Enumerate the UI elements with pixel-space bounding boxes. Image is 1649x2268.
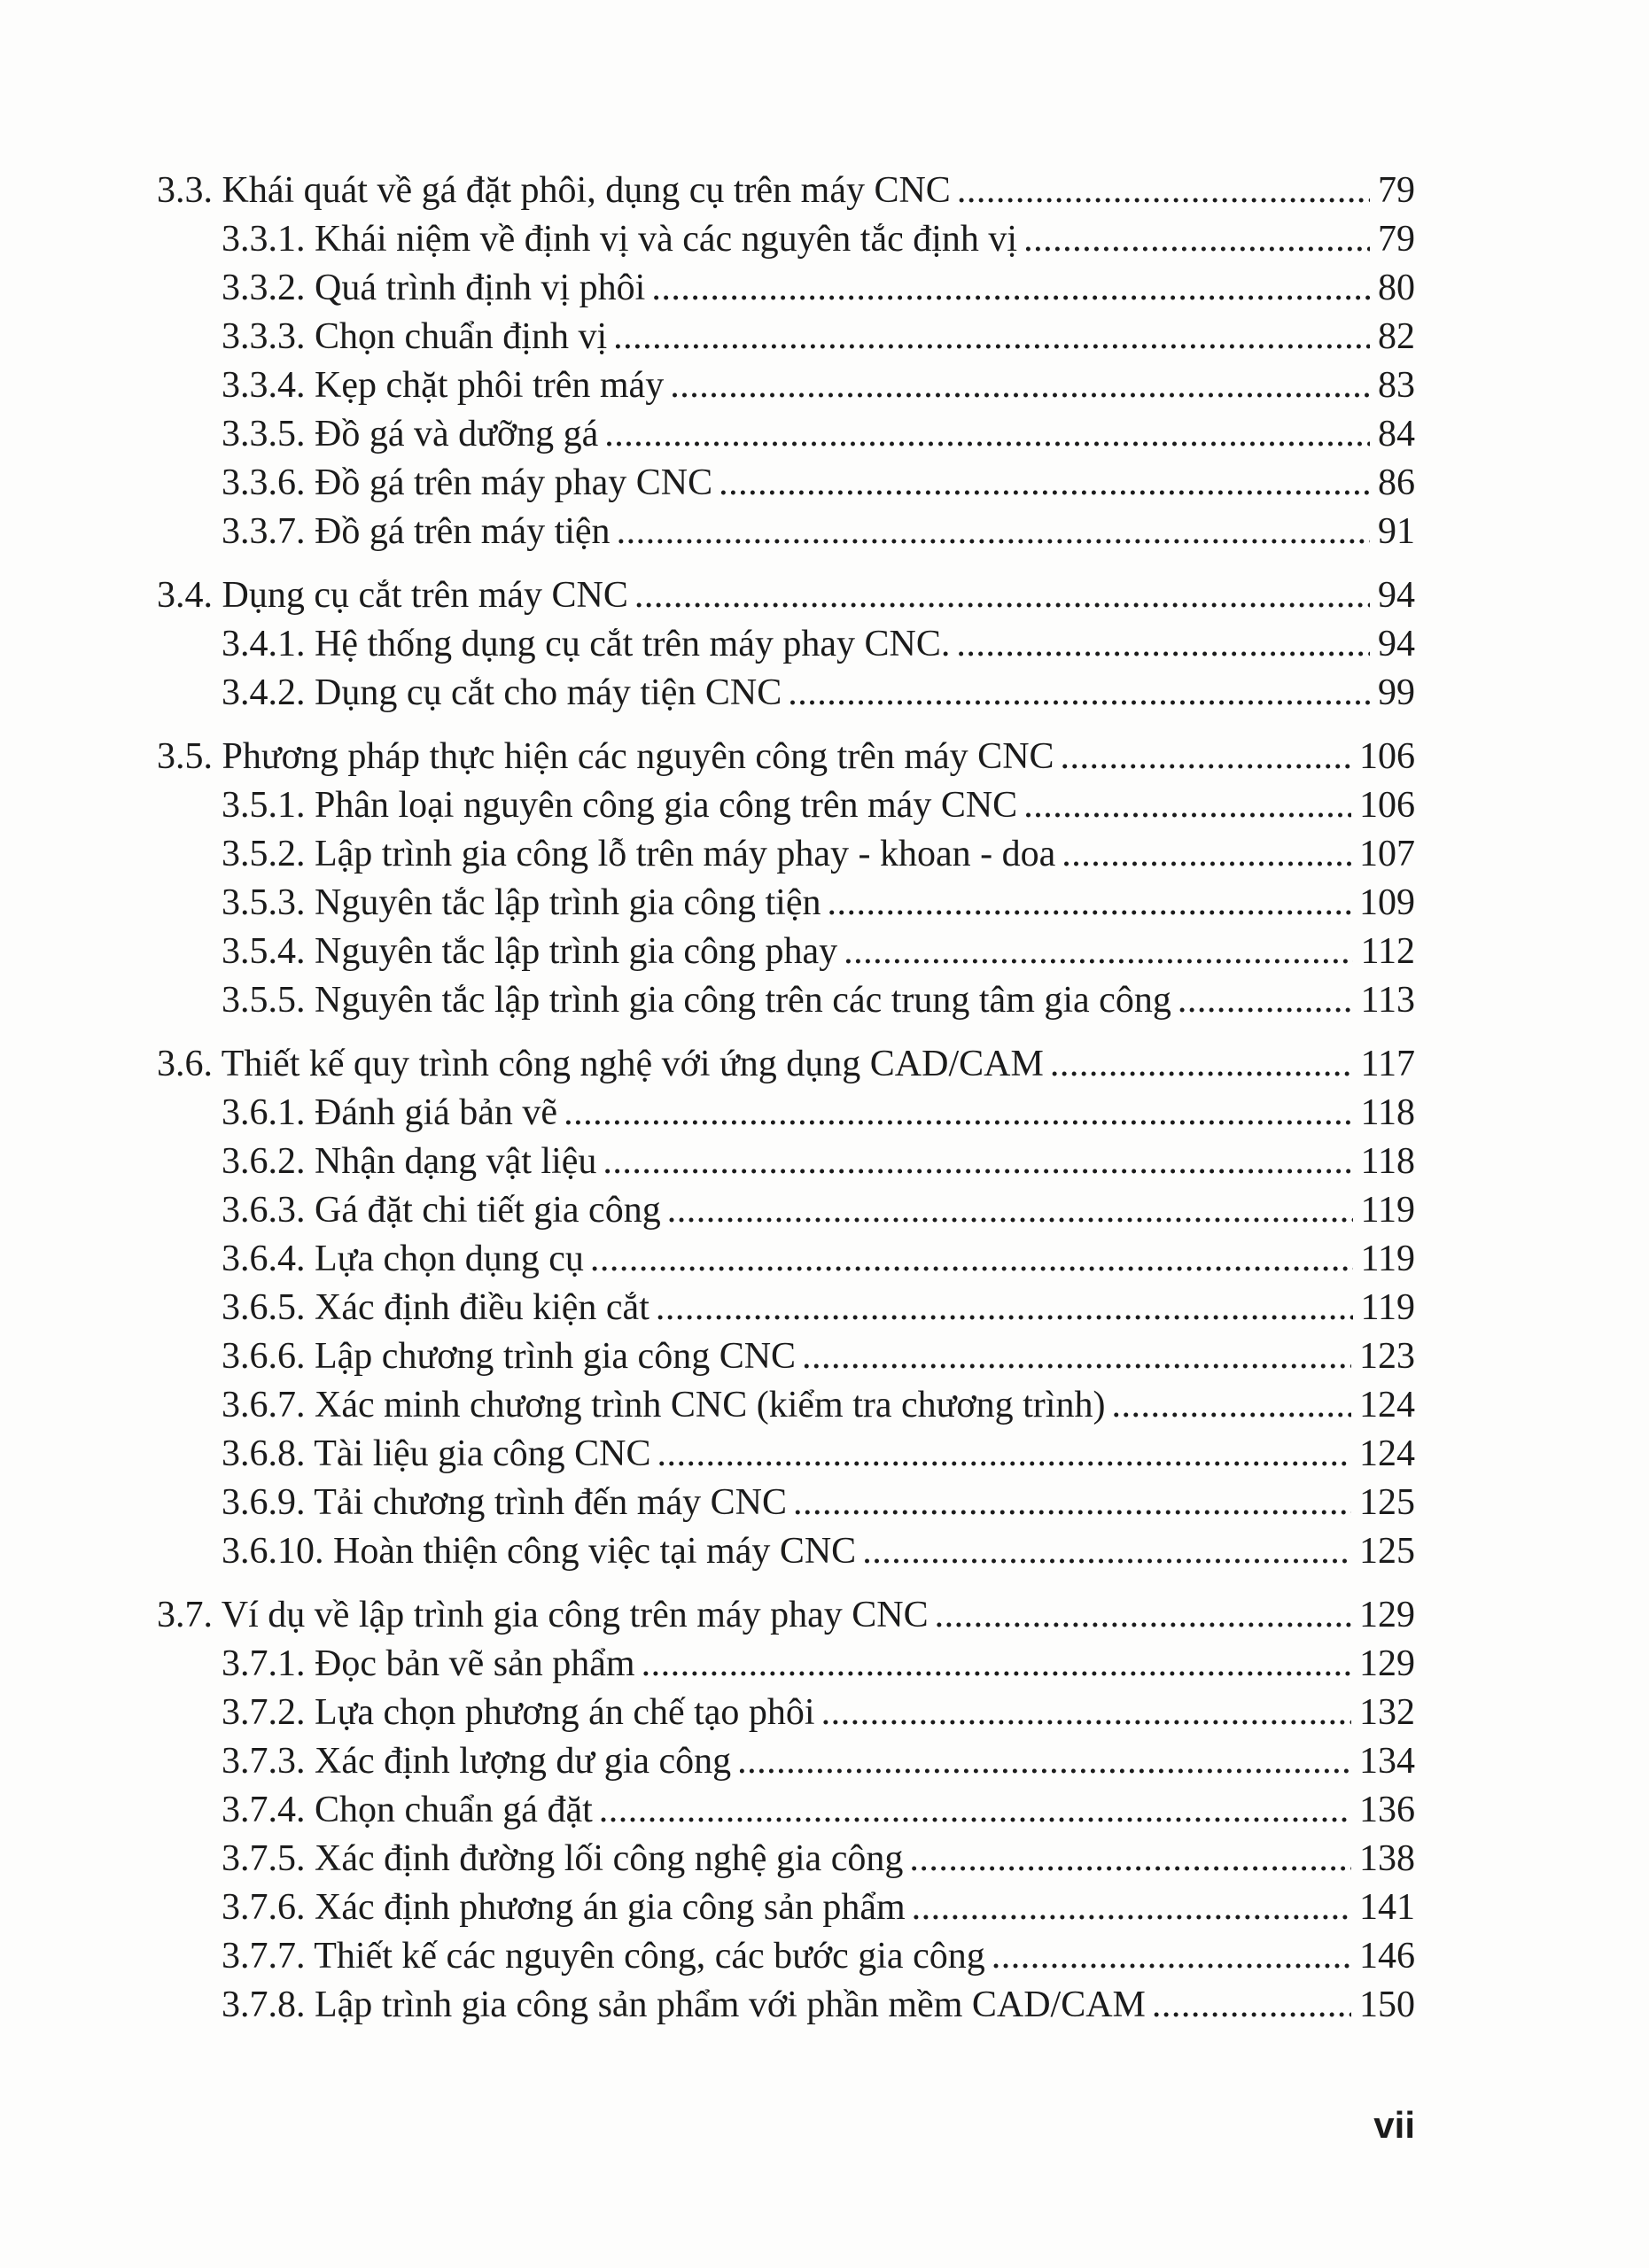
toc-entry-page-number: 141	[1359, 1887, 1415, 1928]
toc-entry-title: 3.6. Thiết kế quy trình công nghệ với ứng dụng CAD/CAM	[157, 1044, 1044, 1084]
toc-leader-dots	[617, 508, 1370, 556]
toc-entry-page-number: 106	[1359, 736, 1415, 777]
toc-entry	[157, 215, 1415, 264]
toc-entry-page-number: 125	[1359, 1531, 1415, 1572]
toc-leader-dots	[656, 1284, 1353, 1332]
toc-leader-dots	[634, 571, 1370, 620]
toc-entry-page-number: 129	[1359, 1595, 1415, 1635]
toc-entry-page-number: 79	[1378, 170, 1415, 211]
toc-entry-page-number: 80	[1378, 268, 1415, 308]
toc-leader-dots	[737, 1737, 1351, 1786]
toc-entry	[157, 1591, 1415, 1640]
toc-leader-dots	[909, 1835, 1351, 1884]
toc-entry-title: 3.6.8. Tài liệu gia công CNC	[222, 1433, 651, 1474]
toc-leader-dots	[1152, 1981, 1351, 2030]
toc-leader-dots	[1061, 733, 1351, 781]
toc-entry-title: 3.5.2. Lập trình gia công lỗ trên máy phay - khoan - doa	[222, 834, 1056, 874]
toc-leader-dots	[1111, 1381, 1351, 1430]
toc-entry-page-number: 146	[1359, 1936, 1415, 1977]
toc-entry	[157, 1332, 1415, 1381]
toc-entry	[157, 410, 1415, 459]
toc-entry-title: 3.3.3. Chọn chuẩn định vị	[222, 316, 608, 357]
toc-leader-dots	[603, 1138, 1352, 1186]
toc-leader-dots	[1023, 781, 1351, 830]
toc-entry	[157, 1089, 1415, 1138]
toc-entry-title: 3.7.5. Xác định đường lối công nghệ gia công	[222, 1838, 904, 1879]
toc-entry-page-number: 94	[1378, 575, 1415, 616]
toc-entry-title: 3.6.7. Xác minh chương trình CNC (kiểm tra chương trình)	[222, 1385, 1106, 1425]
toc-entry-page-number: 119	[1360, 1239, 1415, 1279]
toc-entry-page-number: 91	[1378, 511, 1415, 552]
toc-entry-page-number: 86	[1378, 462, 1415, 503]
toc-entry-page-number: 109	[1359, 882, 1415, 923]
toc-entry-title: 3.6.4. Lựa chọn dụng cụ	[222, 1239, 584, 1279]
toc-leader-dots	[935, 1591, 1351, 1640]
toc-entry-page-number: 118	[1360, 1092, 1415, 1133]
toc-entry-title: 3.6.6. Lập chương trình gia công CNC	[222, 1336, 797, 1377]
toc-entry-title: 3.6.5. Xác định điều kiện cắt	[222, 1287, 649, 1328]
toc-entry-page-number: 124	[1359, 1385, 1415, 1425]
toc-entry-page-number: 138	[1359, 1838, 1415, 1879]
toc-entry-page-number: 125	[1359, 1482, 1415, 1523]
toc-entry-page-number: 106	[1359, 785, 1415, 826]
toc-leader-dots	[862, 1527, 1351, 1576]
toc-entry-page-number: 150	[1359, 1984, 1415, 2025]
toc-entry	[157, 313, 1415, 361]
toc-leader-dots	[604, 410, 1370, 459]
toc-entry	[157, 459, 1415, 508]
toc-entry-title: 3.7.3. Xác định lượng dư gia công	[222, 1741, 732, 1782]
toc-leader-dots	[844, 928, 1352, 976]
toc-entry	[157, 264, 1415, 313]
toc-entry	[157, 1737, 1415, 1786]
toc-leader-dots	[788, 669, 1370, 718]
toc-entry-title: 3.3.2. Quá trình định vị phôi	[222, 268, 646, 308]
toc-entry-page-number: 99	[1378, 672, 1415, 713]
toc-entry	[157, 1786, 1415, 1835]
toc-entry-page-number: 124	[1359, 1433, 1415, 1474]
toc-entry-page-number: 132	[1359, 1692, 1415, 1733]
toc-entry-title: 3.7.6. Xác định phương án gia công sản phẩm	[222, 1887, 906, 1928]
toc-entry	[157, 1835, 1415, 1884]
toc-entry-title: 3.6.2. Nhận dạng vật liệu	[222, 1141, 597, 1182]
toc-entry-page-number: 117	[1360, 1044, 1415, 1084]
toc-entry-page-number: 112	[1360, 931, 1415, 972]
toc-entry-page-number: 94	[1378, 624, 1415, 664]
toc-entry	[157, 1040, 1415, 1089]
toc-entry-page-number: 134	[1359, 1741, 1415, 1782]
toc-entry	[157, 1981, 1415, 2030]
toc-entry-title: 3.6.3. Gá đặt chi tiết gia công	[222, 1190, 661, 1231]
toc-leader-dots	[912, 1884, 1351, 1932]
toc-entry-page-number: 136	[1359, 1790, 1415, 1830]
toc-leader-dots	[590, 1235, 1353, 1284]
toc-entry	[157, 669, 1415, 718]
toc-entry-title: 3.3.1. Khái niệm về định vị và các nguyên tắc định vị	[222, 219, 1018, 260]
toc-entry-title: 3.7.7. Thiết kế các nguyên công, các bước gia công	[222, 1936, 985, 1977]
toc-entry	[157, 1527, 1415, 1576]
toc-leader-dots	[1023, 215, 1370, 264]
toc-entry	[157, 976, 1415, 1025]
toc-entry	[157, 571, 1415, 620]
toc-entry-page-number: 82	[1378, 316, 1415, 357]
toc-entry	[157, 508, 1415, 556]
toc-leader-dots	[1050, 1040, 1353, 1089]
toc-leader-dots	[1178, 976, 1353, 1025]
toc-leader-dots	[651, 264, 1370, 313]
toc-entry-title: 3.6.1. Đánh giá bản vẽ	[222, 1092, 558, 1133]
toc-entry-title: 3.4.1. Hệ thống dụng cụ cắt trên máy phay CNC.	[222, 624, 951, 664]
toc-entry	[157, 620, 1415, 669]
toc-entry-title: 3.7.2. Lựa chọn phương án chế tạo phôi	[222, 1692, 815, 1733]
toc-entry-page-number: 113	[1360, 980, 1415, 1021]
toc-entry	[157, 1284, 1415, 1332]
toc-entry	[157, 1430, 1415, 1479]
toc-leader-dots	[821, 1689, 1351, 1737]
toc-entry	[157, 830, 1415, 879]
toc-entry-title: 3.4. Dụng cụ cắt trên máy CNC	[157, 575, 628, 616]
toc-leader-dots	[956, 620, 1370, 669]
toc-entry-page-number: 83	[1378, 365, 1415, 406]
toc-entry	[157, 928, 1415, 976]
toc-leader-dots	[793, 1479, 1351, 1527]
toc-entry-title: 3.5.4. Nguyên tắc lập trình gia công phay	[222, 931, 838, 972]
toc-entry-title: 3.3.4. Kẹp chặt phôi trên máy	[222, 365, 665, 406]
toc-entry	[157, 879, 1415, 928]
toc-leader-dots	[670, 361, 1370, 410]
toc-entry	[157, 1235, 1415, 1284]
toc-entry	[157, 1479, 1415, 1527]
toc-leader-dots	[1062, 830, 1351, 879]
toc-entry-page-number: 123	[1359, 1336, 1415, 1377]
toc-leader-dots	[642, 1640, 1351, 1689]
page-number-footer: vii	[1373, 2104, 1415, 2146]
toc-entry	[157, 733, 1415, 781]
toc-entry	[157, 1138, 1415, 1186]
toc-entry-title: 3.6.9. Tải chương trình đến máy CNC	[222, 1482, 787, 1523]
toc-leader-dots	[828, 879, 1352, 928]
toc-entry	[157, 781, 1415, 830]
toc-entry-title: 3.7. Ví dụ về lập trình gia công trên máy phay CNC	[157, 1595, 929, 1635]
toc-entry	[157, 1689, 1415, 1737]
toc-leader-dots	[564, 1089, 1352, 1138]
toc-entry-title: 3.5. Phương pháp thực hiện các nguyên công trên máy CNC	[157, 736, 1054, 777]
toc-entry	[157, 1932, 1415, 1981]
toc-entry	[157, 1186, 1415, 1235]
toc-entry-title: 3.3.7. Đồ gá trên máy tiện	[222, 511, 611, 552]
toc-leader-dots	[613, 313, 1370, 361]
toc-entry-page-number: 119	[1360, 1190, 1415, 1231]
toc-entry-title: 3.5.1. Phân loại nguyên công gia công trên máy CNC	[222, 785, 1018, 826]
toc-leader-dots	[667, 1186, 1353, 1235]
toc-leader-dots	[719, 459, 1370, 508]
toc-leader-dots	[802, 1332, 1351, 1381]
toc-leader-dots	[957, 167, 1370, 215]
toc-entry-page-number: 119	[1360, 1287, 1415, 1328]
toc-entry-title: 3.3. Khái quát về gá đặt phôi, dụng cụ trên máy CNC	[157, 170, 951, 211]
toc-entry	[157, 361, 1415, 410]
toc-entry-title: 3.6.10. Hoàn thiện công việc tại máy CNC	[222, 1531, 857, 1572]
toc-entry-page-number: 79	[1378, 219, 1415, 260]
toc-entry-page-number: 84	[1378, 414, 1415, 454]
toc-entry-page-number: 107	[1359, 834, 1415, 874]
toc-entry-title: 3.5.3. Nguyên tắc lập trình gia công tiện	[222, 882, 821, 923]
toc-entry-title: 3.7.4. Chọn chuẩn gá đặt	[222, 1790, 593, 1830]
toc-entry	[157, 1884, 1415, 1932]
toc-entry-title: 3.3.6. Đồ gá trên máy phay CNC	[222, 462, 713, 503]
toc-entry-title: 3.3.5. Đồ gá và dưỡng gá	[222, 414, 599, 454]
toc-entry-title: 3.4.2. Dụng cụ cắt cho máy tiện CNC	[222, 672, 782, 713]
toc-entry	[157, 1381, 1415, 1430]
toc-entry-title: 3.7.8. Lập trình gia công sản phẩm với phần mềm CAD/CAM	[222, 1984, 1146, 2025]
toc-entry-page-number: 129	[1359, 1643, 1415, 1684]
toc-leader-dots	[657, 1430, 1352, 1479]
toc-entry	[157, 1640, 1415, 1689]
toc-leader-dots	[992, 1932, 1351, 1981]
toc-entry-title: 3.5.5. Nguyên tắc lập trình gia công trên các trung tâm gia công	[222, 980, 1171, 1021]
toc-entry	[157, 167, 1415, 215]
toc-entry-page-number: 118	[1360, 1141, 1415, 1182]
toc-leader-dots	[599, 1786, 1351, 1835]
toc-entry-title: 3.7.1. Đọc bản vẽ sản phẩm	[222, 1643, 635, 1684]
toc-list	[157, 167, 1415, 2030]
